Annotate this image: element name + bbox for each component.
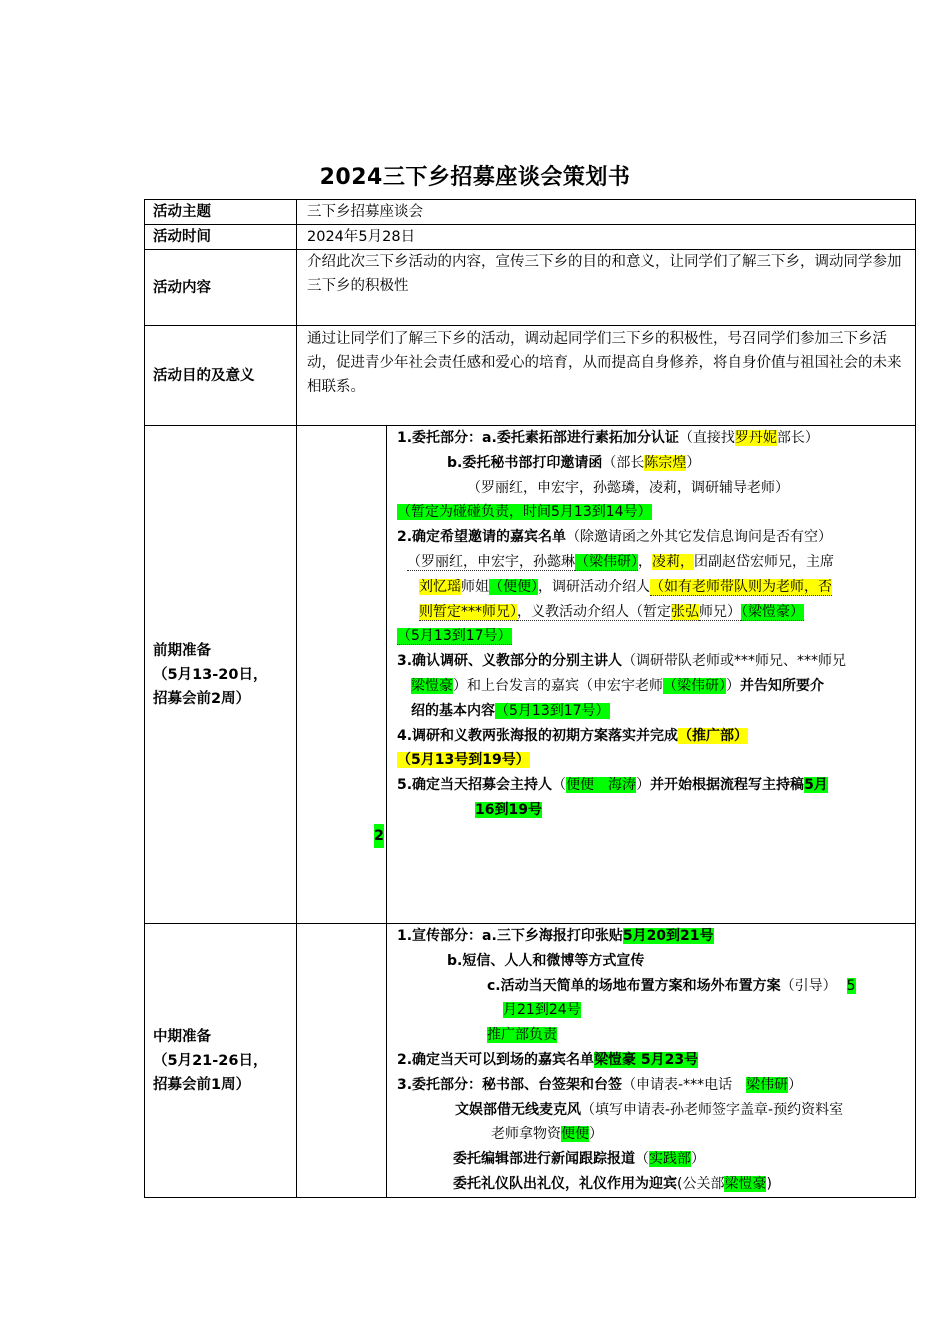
item-text: 委托编辑部进行新闻跟踪报道 <box>453 1151 635 1168</box>
date-highlight: （5月13到17号） <box>495 702 610 719</box>
name-highlight: 梁愷豪 5月23号 <box>594 1051 699 1068</box>
item-text: ） <box>788 1076 803 1093</box>
name-highlight: 凌莉， <box>652 553 694 570</box>
item-text: （ <box>635 1151 649 1168</box>
item-text: ，义教活动介绍人（暂定 <box>517 603 671 620</box>
item-text: ） <box>686 454 701 471</box>
date-highlight: 到19号） <box>468 752 530 769</box>
table-row-time <box>145 225 916 250</box>
name-highlight: 便便 <box>561 1126 589 1143</box>
date-highlight: （5月13到17号） <box>397 628 512 645</box>
item-text: （填写申请表-孙老师签字盖章-预约资料室 <box>581 1101 844 1118</box>
row-label: 活动主题 <box>145 200 297 225</box>
item-text: 并开始根据流程写主持稿 <box>650 777 805 794</box>
name-highlight: 梁愷豪 <box>724 1175 767 1192</box>
item-text: （引导） <box>780 977 837 994</box>
row-value: 介绍此次三下乡活动的内容，宣传三下乡的目的和意义，让同学们了解三下乡，调动同学参加三下乡的积极性 <box>297 250 916 326</box>
name-highlight: （梁伟研） <box>663 677 726 694</box>
item-text: 2.确定当天可以到场的嘉宾名单 <box>397 1051 595 1068</box>
item-text: ）和上台发言的嘉宾（申宏宇老师 <box>453 677 663 694</box>
item-text: （申请表-***电话 <box>622 1076 747 1093</box>
item-text: 部长） <box>776 430 819 446</box>
item-text: b.委托秘书部打印邀请函 <box>447 454 603 471</box>
date-highlight: （5月13号 <box>397 752 469 769</box>
name-highlight: 梁愷豪 <box>411 677 453 694</box>
item-text: 1.委托部分：a.委托素拓部进行素拓加分认证 <box>397 430 679 446</box>
label-sub: 招募会前2周） <box>153 690 251 707</box>
item-text: （罗丽红，申宏宇，孙懿琳 <box>407 553 575 570</box>
dept-highlight: 推广部负责 <box>487 1027 557 1044</box>
table-row-theme <box>145 200 916 225</box>
date-highlight: 5月 <box>804 777 828 794</box>
label-sub: 招募会前1周） <box>153 1076 251 1093</box>
row-value: 2024年5月28日 <box>297 225 916 250</box>
item-text: （罗丽红，申宏宇，孙懿璘，凌莉，调研辅导老师） <box>467 479 789 496</box>
page-title: 2024三下乡招募座谈会策划书 <box>319 165 631 190</box>
item-text: （调研带队老师或***师兄、***师兄 <box>622 653 847 670</box>
note-highlight: 则暂定***师兄） <box>419 603 517 620</box>
item-text: 3.确认调研、义教部分的分别主讲人 <box>397 653 623 670</box>
item-text: 1.宣传部分：a.三下乡海报打印张贴 <box>397 928 623 944</box>
name-highlight: 便便 海涛 <box>566 777 637 794</box>
label-sub: （5月13-20日， <box>153 666 268 683</box>
table-row-early-prep <box>145 426 916 924</box>
item-text: 老师拿物资 <box>491 1126 561 1143</box>
side-cell <box>297 924 387 1198</box>
label-main: 中期准备 <box>153 1028 211 1045</box>
plan-table <box>144 199 916 1198</box>
item-text: （直接找 <box>678 430 735 446</box>
table-row-purpose <box>145 326 916 426</box>
name-highlight: （梁伟研） <box>575 553 638 570</box>
item-text: b.短信、人人和微博等方式宣传 <box>447 952 645 969</box>
name-highlight: 张弘 <box>671 603 699 620</box>
item-text: ） <box>691 1151 705 1168</box>
date-highlight: 月21到24号 <box>503 1002 581 1019</box>
item-text: （部长 <box>602 454 645 471</box>
early-prep-list <box>387 426 916 924</box>
row-value: 通过让同学们了解三下乡的活动，调动起同学们三下乡的积极性，号召同学们参加三下乡活动，促进青少年社会责任感和爱心的培育，从而提高自身修养，将自身价值与祖国社会的未来相联系。 <box>297 326 916 426</box>
item-text: 并告知所要介 <box>740 677 824 694</box>
item-text: 文娱部借无线麦克风 <box>455 1101 581 1118</box>
date-highlight: 16到19号 <box>475 801 542 818</box>
side-cell <box>297 426 387 924</box>
name-highlight: 梁伟研 <box>746 1076 789 1093</box>
item-text: 3.委托部分：秘书部、台签架和台签 <box>397 1076 623 1093</box>
table-row-content <box>145 250 916 326</box>
item-text: 4.调研和义教两张海报的初期方案落实并完成 <box>397 727 679 744</box>
row-label: 活动内容 <box>145 250 297 326</box>
label-sub: （5月21-26日， <box>153 1052 268 1069</box>
item-text: 绍的基本内容 <box>411 702 495 719</box>
side-number: 2 <box>374 824 384 848</box>
name-highlight: （便便） <box>489 578 538 595</box>
item-text: 5.确定当天招募会主持人 <box>397 777 553 794</box>
item-text: ，调研活动介绍人 <box>538 578 650 595</box>
item-text: 师姐 <box>461 578 489 595</box>
item-text: ， <box>638 553 652 570</box>
item-text: ） <box>726 677 740 694</box>
item-text: c.活动当天简单的场地布置方案和场外布置方案 <box>487 977 781 994</box>
dept-highlight: 实践部 <box>649 1151 691 1168</box>
dept-highlight: （推广部） <box>678 727 749 744</box>
name-highlight: （梁愷豪） <box>741 603 804 620</box>
label-main: 前期准备 <box>153 642 211 659</box>
item-text: （ <box>552 777 567 794</box>
row-value: 三下乡招募座谈会 <box>297 200 916 225</box>
date-highlight: （暂定为碰碰负责，时间5月13到14号） <box>397 504 652 521</box>
row-label: 活动目的及意义 <box>145 326 297 426</box>
name-highlight: 陈宗煌 <box>644 454 687 471</box>
item-text: （除邀请函之外其它发信息询问是否有空） <box>566 529 833 546</box>
row-label <box>145 426 297 924</box>
name-highlight: 刘忆瑶 <box>419 578 461 595</box>
item-text: ） <box>636 777 651 794</box>
mid-prep-list <box>387 924 916 1198</box>
name-highlight: 罗丹妮 <box>734 430 777 446</box>
item-text: (公关部 <box>677 1175 725 1192</box>
date-highlight: 5 <box>846 977 856 994</box>
item-text: 2.确定希望邀请的嘉宾名单 <box>397 529 567 546</box>
row-label: 活动时间 <box>145 225 297 250</box>
item-text: ) <box>766 1175 772 1192</box>
note-highlight: （如有老师带队则为老师，否 <box>650 578 832 595</box>
item-text: 师兄） <box>699 603 741 620</box>
item-text: ） <box>589 1126 603 1143</box>
item-text: 团副赵岱宏师兄，主席 <box>694 553 834 570</box>
table-row-mid-prep <box>145 924 916 1198</box>
row-label <box>145 924 297 1198</box>
item-text: 委托礼仪队出礼仪，礼仪作用为迎宾 <box>453 1175 677 1192</box>
date-highlight: 5月20到21号 <box>622 928 714 944</box>
